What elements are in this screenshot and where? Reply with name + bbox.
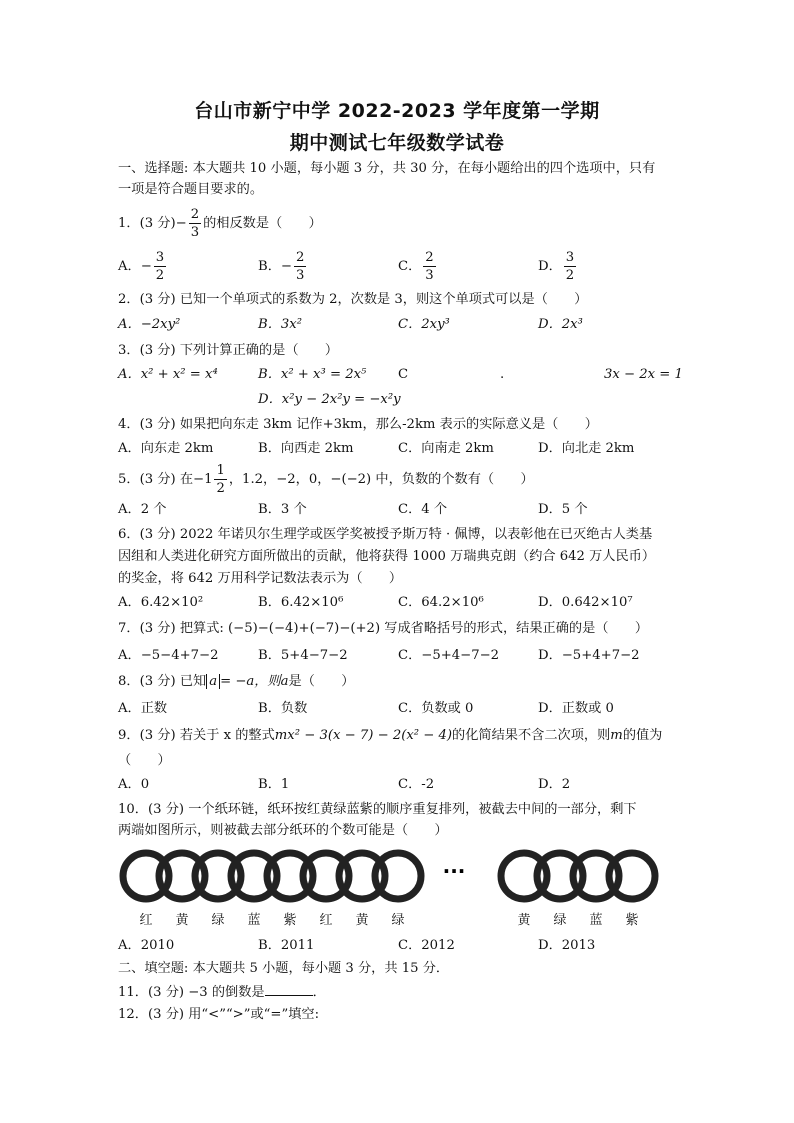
question-5-stem: 5．(3 分) 在−1 $\frac{1}{2}$ ，1.2，−2，0，−(−2) 中，负数的个数有（ ） — [118, 463, 534, 496]
exam-title-line1: 台山市新宁中学 2022-2023 学年度第一学期 — [194, 100, 600, 122]
question-2-option-b: B．3x² — [258, 317, 302, 332]
ring-label: 绿 — [553, 913, 567, 928]
question-2-stem: 2．(3 分) 已知一个单项式的系数为 2，次数是 3，则这个单项式可以是（ ） — [118, 292, 588, 307]
question-8-option-a: A．正数 — [118, 701, 168, 716]
question-9-option-c: C．-2 — [398, 777, 435, 792]
question-8-stem: 8．(3 分) 已知 a = −a，则a是（ ） — [118, 674, 355, 689]
question-10-option-a: A．2010 — [118, 938, 175, 953]
question-5-option-a: A．2 个 — [118, 502, 167, 517]
question-10-stem-line2: 两端如图所示，则被截去部分纸环的个数可能是（ ） — [118, 823, 448, 838]
fraction: $\frac{1}{2}$ — [216, 463, 225, 496]
question-2-option-a: A．−2xy² — [118, 317, 181, 332]
question-10-option-d: D．2013 — [538, 938, 596, 953]
ring-label: 红 — [139, 913, 153, 928]
section1-heading-cont: 一项是符合题目要求的。 — [118, 182, 264, 197]
ring-label: 紫 — [283, 913, 297, 928]
question-1-option-b: B．− $\frac{2}{3}$ — [258, 250, 305, 283]
question-3-option-d: D．x²y − 2x²y = −x²y — [258, 392, 401, 407]
question-7-option-d: D．−5+4+7−2 — [538, 648, 640, 663]
absolute-value: a — [206, 674, 220, 689]
question-10-stem-line1: 10．(3 分) 一个纸环链，纸环按红黄绿蓝紫的顺序重复排列，被截去中间的一部分，剩下 — [118, 802, 637, 817]
question-3-option-c-label: C — [398, 367, 409, 382]
question-3-stem: 3．(3 分) 下列计算正确的是（ ） — [118, 343, 339, 358]
question-9-stem-line2: （ ） — [118, 753, 171, 768]
question-5-option-c: C．4 个 — [398, 502, 448, 517]
question-4-option-c: C．向南走 2km — [398, 441, 494, 456]
question-4-option-d: D．向北走 2km — [538, 441, 635, 456]
question-1-option-d: D． $\frac{3}{2}$ — [538, 250, 575, 283]
ring-label: 黄 — [517, 913, 531, 928]
question-4-option-a: A．向东走 2km — [118, 441, 214, 456]
question-1-stem: 1．(3 分)− $\frac{2}{3}$ 的相反数是（ ） — [118, 207, 322, 240]
question-4-option-b: B．向西走 2km — [258, 441, 354, 456]
question-9-option-d: D．2 — [538, 777, 571, 792]
fraction: $\frac{2}{3}$ — [190, 207, 200, 240]
question-3-option-a: A．x² + x² = x⁴ — [118, 367, 218, 382]
question-9-option-a: A．0 — [118, 777, 150, 792]
question-1-option-c: C． $\frac{2}{3}$ — [398, 250, 434, 283]
question-2-option-c: C．2xy³ — [398, 317, 450, 332]
ring-label: 红 — [319, 913, 333, 928]
question-8-option-b: B．负数 — [258, 701, 308, 716]
ring-label: 紫 — [625, 913, 639, 928]
ring-label: 绿 — [391, 913, 405, 928]
answer-blank[interactable] — [265, 983, 313, 996]
question-6-option-c: C．64.2×10⁶ — [398, 595, 484, 610]
section1-heading: 一、选择题: 本大题共 10 小题，每小题 3 分，共 30 分，在每小题给出的四个选项中，只有 — [118, 161, 656, 176]
question-7-option-c: C．−5+4−7−2 — [398, 648, 500, 663]
question-5-option-b: B．3 个 — [258, 502, 307, 517]
question-5-option-d: D．5 个 — [538, 502, 588, 517]
question-6-option-b: B．6.42×10⁶ — [258, 595, 344, 610]
question-1-option-a: A．− $\frac{3}{2}$ — [118, 250, 165, 283]
question-2-option-d: D．2x³ — [538, 317, 583, 332]
question-7-stem: 7．(3 分) 把算式: (−5)−(−4)+(−7)−(+2) 写成省略括号的形式，结果正确的是（ ） — [118, 621, 649, 636]
ring-label: 绿 — [211, 913, 225, 928]
question-6-stem-line3: 的奖金，将 642 万用科学记数法表示为（ ） — [118, 571, 403, 586]
exam-title-line2: 期中测试七年级数学试卷 — [289, 132, 505, 154]
question-10-option-b: B．2011 — [258, 938, 315, 953]
question-10-option-c: C．2012 — [398, 938, 455, 953]
question-6-option-d: D．0.642×10⁷ — [538, 595, 633, 610]
question-6-stem-line1: 6．(3 分) 2022 年诺贝尔生理学或医学奖被授予斯万特 · 佩博，以表彰他在已灭绝古人类基 — [118, 527, 653, 542]
paper-ring-chain-figure — [118, 840, 678, 932]
question-8-option-c: C．负数或 0 — [398, 701, 474, 716]
ring-label: 蓝 — [247, 913, 261, 928]
question-11-stem: 11．(3 分) −3 的倒数是 ． — [118, 985, 326, 1000]
ring-label: 黄 — [175, 913, 189, 928]
question-3-option-c-dot: . — [500, 367, 505, 382]
ring-label: 蓝 — [589, 913, 603, 928]
question-9-option-b: B．1 — [258, 777, 290, 792]
question-3-option-b: B．x² + x³ = 2x⁵ — [258, 367, 367, 382]
question-4-stem: 4．(3 分) 如果把向东走 3km 记作+3km，那么-2km 表示的实际意义是（ ） — [118, 417, 598, 432]
question-6-stem-line2: 因组和人类进化研究方面所做出的贡献，他将获得 1000 万瑞典克朗（约合 642 万人民币） — [118, 549, 656, 564]
question-3-option-c-expr: 3x − 2x = 1 — [604, 367, 683, 382]
question-12-stem: 12．(3 分) 用“<”“>”或“=”填空: — [118, 1007, 320, 1022]
ring-label: 黄 — [355, 913, 369, 928]
ellipsis-dots: ··· — [442, 859, 466, 883]
question-7-option-a: A．−5−4+7−2 — [118, 648, 219, 663]
question-8-option-d: D．正数或 0 — [538, 701, 614, 716]
question-9-stem-line1: 9．(3 分) 若关于 x 的整式mx² − 3(x − 7) − 2(x² − 4)的化简结果不含二次项，则m的值为 — [118, 728, 663, 743]
section2-heading: 二、填空题: 本大题共 5 小题，每小题 3 分，共 15 分． — [118, 961, 450, 976]
question-7-option-b: B．5+4−7−2 — [258, 648, 348, 663]
question-6-option-a: A．6.42×10² — [118, 595, 204, 610]
